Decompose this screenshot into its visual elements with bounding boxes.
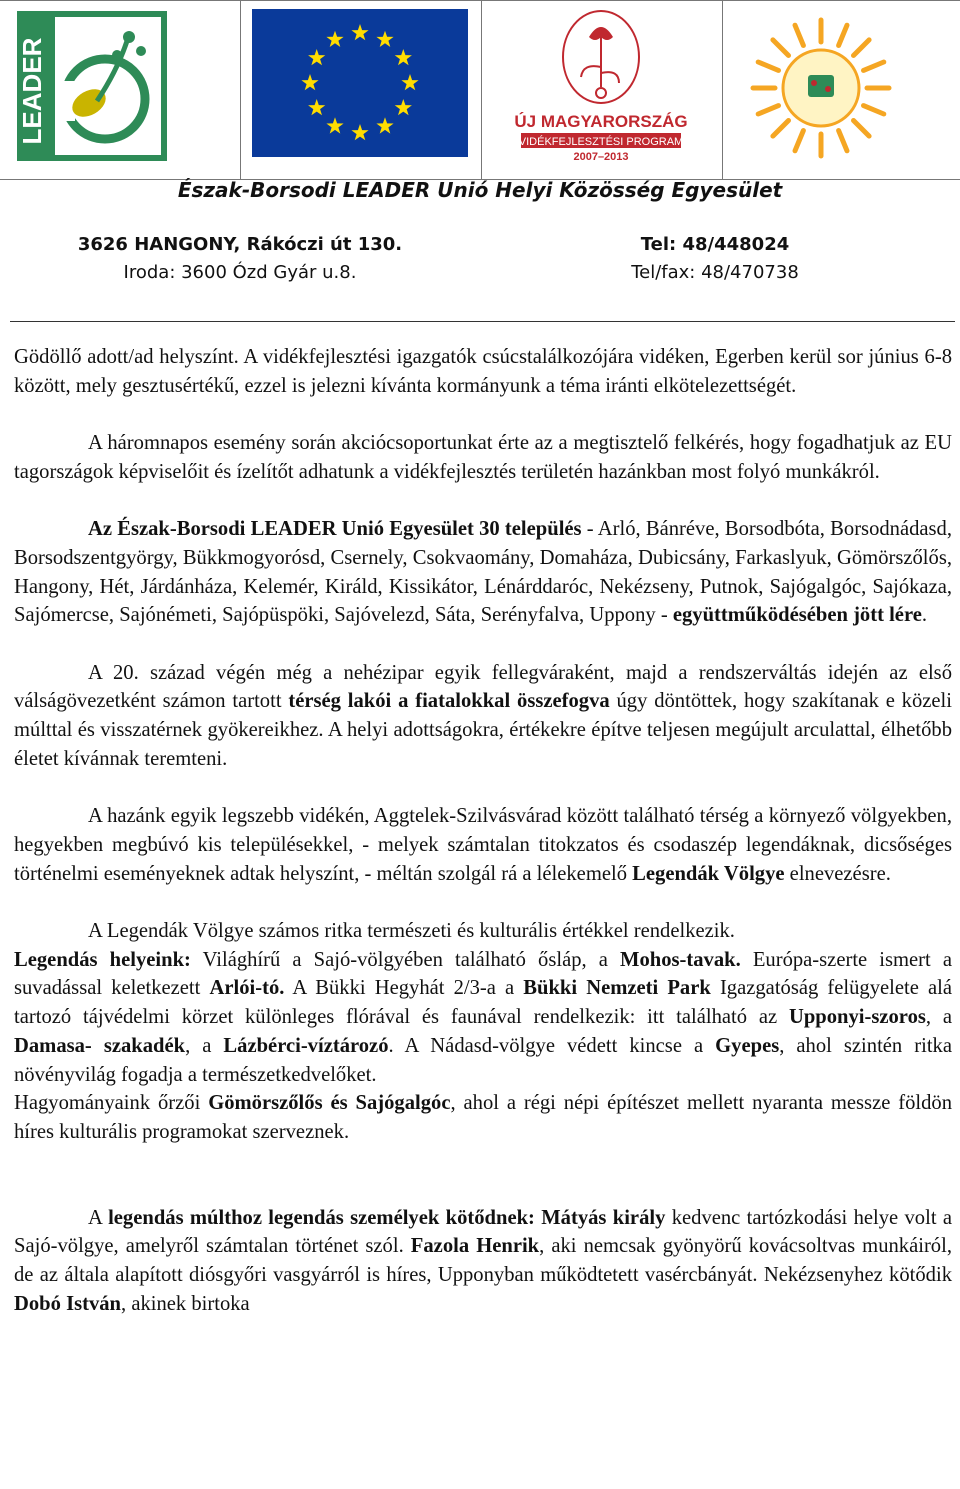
umvp-logo	[511, 7, 691, 167]
umvp-subtitle: VIDÉKFEJLESZTÉSI PROGRAM	[518, 136, 684, 148]
sun-ray	[773, 121, 789, 137]
leader-logo-cell	[0, 1, 241, 179]
paragraph-5: A hazánk egyik legszebb vidékén, Aggtelek-Szilvásvárad között található térség a környező völgyekben, hegyekben megbúvó kis településekkel, - melyek számtalan titokzatos és csodaszép legendáknak, dicsőséges történelmi eseményeknek adtak helyszínt, - méltán szolgál rá a lélekemelő Legendák Völgye elnevezésre.	[14, 805, 952, 885]
sun-ray	[795, 25, 803, 45]
leader-logo	[17, 11, 167, 161]
leader-logo-ring-gap	[55, 81, 75, 121]
paragraph-8: Hagyományaink őrzői Gömörszőlős és Sajógalgóc, ahol a régi népi építészet mellett nyaranta messze földön híres kulturális programokat szerveznek.	[14, 1092, 952, 1143]
sun-ray	[839, 131, 847, 151]
header-divider	[10, 321, 955, 322]
paragraph-3: Az Észak-Borsodi LEADER Unió Egyesület 30 település - Arló, Bánréve, Borsodbóta, Borsodnádasd, Borsodszentgyörgy, Bükkmogyorósd, Csernely, Csokvaomány, Domaháza, Dubicsány, Farkaslyuk, Gömörszőlős, Hangony, Hét, Járdánháza, Kelemér, Királd, Kissikátor, Lénárddaróc, Nekézseny, Putnok, Sajógalgóc, Sajókaza, Sajómercse, Sajónémeti, Sajópüspöki, Sajóvelezd, Sáta, Serényfalva, Uppony - együttműködésében jött lére.	[14, 518, 953, 627]
sun-ray	[795, 131, 803, 151]
sun-logo	[746, 13, 896, 163]
sun-ray	[854, 40, 870, 56]
local-sun-logo-cell	[724, 1, 960, 179]
sun-ray	[864, 106, 884, 114]
leader-logo-text: LEADER	[17, 37, 47, 145]
eu-flag-logo	[252, 9, 468, 157]
paragraph-2: A háromnapos esemény során akciócsoportunkat érte az a megtisztelő felkérés, hogy fogadhatjuk az EU tagországok képviselőit és ízelítőt adhatunk a vidékfejlesztés területén hazánkban most folyó munkákról.	[14, 432, 952, 483]
sun-ray	[864, 62, 884, 70]
map-icon	[808, 75, 834, 97]
address: 3626 HANGONY, Rákóczi út 130.	[77, 234, 403, 255]
eu-flag-cell	[242, 1, 482, 179]
umvp-title: ÚJ MAGYARORSZÁG	[514, 112, 688, 131]
office-address: Iroda: 3600 Ózd Gyár u.8.	[123, 262, 357, 283]
organization-name: Észak-Borsodi LEADER Unió Helyi Közösség Egyesület	[177, 178, 783, 202]
paragraph-1: Gödöllő adott/ad helyszínt. A vidékfejlesztési igazgatók csúcstalálkozójára vidéken, Egerben kerül sor június 6-8 között, mely gesztusértékű, ezzel is jelezni kívánta kormányunk a téma iránti elkötelezettségét.	[14, 346, 952, 397]
sun-ray	[773, 40, 789, 56]
paragraph-4: A 20. század végén még a nehézipar egyik fellegváraként, majd a rendszerváltás idején az első válságövezetként számon tartott térség lakói a fiatalokkal összefogva úgy döntöttek, hogy szakítanak e közeli múlttal és visszatérnek gyökereikhez. A helyi adottságokra, értékekre építve teljesen megújult arculattal, élhetőbb életet kívánnak teremteni.	[14, 661, 952, 770]
paragraph-7: Legendás helyeink: Világhírű a Sajó-völgyében található ősláp, a Mohos-tavak. Európa-szerte ismert a suvadással keletkezett Arlói-tó. A Bükki Hegyhát 2/3-a a Bükki Nemzeti Park Igazgatóság felügyelete alá tartozó tájvédelmi körzet különleges flórával és faunával rendelkezik: itt található az Upponyi-szoros, a Damasa- szakadék, a Lázbérci-víztározó. A Nádasd-völgye védett kincse a Gyepes, ahol szintén ritka növényvilág fogadja a természetkedvelőket.	[14, 948, 953, 1086]
sun-ray	[839, 25, 847, 45]
logo-strip	[0, 0, 960, 180]
paragraph-9: A legendás múlthoz legendás személyek kötődnek: Mátyás király kedvenc tartózkodási helye volt a Sajó-völgye, amelyről számtalan történet szól. Fazola Henrik, aki nemcsak gyönyörű kovácsoltvas munkáiról, de az általa alapított diósgyőri vasgyárról is híres, Upponyban működtetett vasércbányát. Nekézsenyhez kötődik Dobó István, akinek birtoka	[14, 1206, 953, 1315]
document-body	[14, 343, 952, 1318]
umvp-years: 2007–2013	[573, 151, 629, 163]
phone: Tel: 48/448024	[640, 234, 790, 255]
paragraph-6: A Legendák Völgye számos ritka természeti és kulturális értékkel rendelkezik.	[88, 919, 735, 942]
sun-ray	[854, 121, 870, 137]
umvp-logo-cell	[483, 1, 723, 179]
sun-ray	[758, 106, 778, 114]
sun-ray	[758, 62, 778, 70]
telfax: Tel/fax: 48/470738	[631, 262, 799, 283]
